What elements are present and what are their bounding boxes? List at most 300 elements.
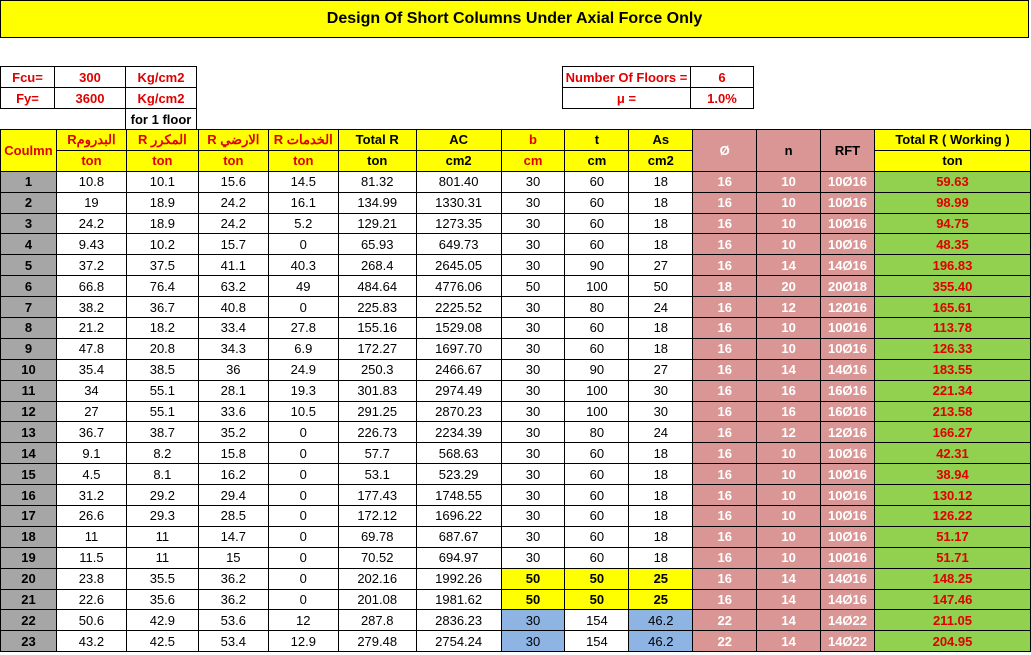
cell-total-r[interactable]: 177.43 [338, 485, 416, 506]
cell-r-repeated[interactable]: 10.1 [126, 171, 198, 192]
cell-column-no[interactable]: 17 [1, 506, 57, 527]
cell-n[interactable]: 16 [757, 380, 821, 401]
cell-t[interactable]: 60 [565, 171, 629, 192]
cell-r-repeated[interactable]: 38.5 [126, 359, 198, 380]
cell-total-r[interactable]: 225.83 [338, 297, 416, 318]
cell-total-r[interactable]: 70.52 [338, 547, 416, 568]
cell-t[interactable]: 60 [565, 234, 629, 255]
cell-ac[interactable]: 2870.23 [416, 401, 501, 422]
cell-phi[interactable]: 18 [693, 276, 757, 297]
cell-r-services[interactable]: 0 [268, 568, 338, 589]
cell-total-working[interactable]: 94.75 [874, 213, 1030, 234]
cell-total-r[interactable]: 129.21 [338, 213, 416, 234]
cell-r-ground[interactable]: 36.2 [198, 589, 268, 610]
mu-value[interactable]: 1.0% [690, 87, 754, 109]
cell-ac[interactable]: 801.40 [416, 171, 501, 192]
cell-total-r[interactable]: 291.25 [338, 401, 416, 422]
cell-as[interactable]: 18 [629, 506, 693, 527]
cell-r-basement[interactable]: 11 [56, 526, 126, 547]
cell-total-r[interactable]: 202.16 [338, 568, 416, 589]
cell-r-ground[interactable]: 53.4 [198, 631, 268, 652]
cell-r-repeated[interactable]: 35.5 [126, 568, 198, 589]
cell-r-services[interactable]: 5.2 [268, 213, 338, 234]
cell-column-no[interactable]: 5 [1, 255, 57, 276]
cell-column-no[interactable]: 6 [1, 276, 57, 297]
cell-total-working[interactable]: 113.78 [874, 318, 1030, 339]
cell-n[interactable]: 20 [757, 276, 821, 297]
cell-as[interactable]: 18 [629, 318, 693, 339]
cell-r-ground[interactable]: 33.4 [198, 318, 268, 339]
cell-r-ground[interactable]: 15.6 [198, 171, 268, 192]
cell-ac[interactable]: 1696.22 [416, 506, 501, 527]
cell-rft[interactable]: 10Ø16 [821, 443, 875, 464]
cell-ac[interactable]: 694.97 [416, 547, 501, 568]
cell-r-repeated[interactable]: 20.8 [126, 338, 198, 359]
cell-r-services[interactable]: 6.9 [268, 338, 338, 359]
cell-r-ground[interactable]: 53.6 [198, 610, 268, 631]
cell-r-services[interactable]: 0 [268, 422, 338, 443]
cell-b[interactable]: 30 [501, 318, 565, 339]
cell-total-working[interactable]: 221.34 [874, 380, 1030, 401]
cell-as[interactable]: 24 [629, 297, 693, 318]
cell-as[interactable]: 18 [629, 213, 693, 234]
cell-ac[interactable]: 2225.52 [416, 297, 501, 318]
cell-t[interactable]: 100 [565, 276, 629, 297]
cell-total-r[interactable]: 172.27 [338, 338, 416, 359]
cell-n[interactable]: 10 [757, 547, 821, 568]
cell-as[interactable]: 18 [629, 171, 693, 192]
cell-r-repeated[interactable]: 35.6 [126, 589, 198, 610]
cell-phi[interactable]: 16 [693, 297, 757, 318]
cell-t[interactable]: 60 [565, 338, 629, 359]
cell-column-no[interactable]: 21 [1, 589, 57, 610]
cell-total-r[interactable]: 201.08 [338, 589, 416, 610]
cell-r-basement[interactable]: 21.2 [56, 318, 126, 339]
cell-column-no[interactable]: 16 [1, 485, 57, 506]
cell-as[interactable]: 30 [629, 401, 693, 422]
cell-r-services[interactable]: 40.3 [268, 255, 338, 276]
cell-r-services[interactable]: 12.9 [268, 631, 338, 652]
cell-rft[interactable]: 10Ø16 [821, 547, 875, 568]
cell-total-working[interactable]: 126.22 [874, 506, 1030, 527]
cell-n[interactable]: 16 [757, 401, 821, 422]
cell-r-basement[interactable]: 50.6 [56, 610, 126, 631]
cell-b[interactable]: 30 [501, 359, 565, 380]
cell-r-repeated[interactable]: 10.2 [126, 234, 198, 255]
cell-rft[interactable]: 14Ø16 [821, 568, 875, 589]
cell-total-r[interactable]: 81.32 [338, 171, 416, 192]
cell-rft[interactable]: 14Ø22 [821, 610, 875, 631]
cell-ac[interactable]: 2466.67 [416, 359, 501, 380]
cell-b[interactable]: 50 [501, 568, 565, 589]
cell-as[interactable]: 18 [629, 547, 693, 568]
cell-column-no[interactable]: 18 [1, 526, 57, 547]
cell-r-repeated[interactable]: 29.3 [126, 506, 198, 527]
cell-r-repeated[interactable]: 55.1 [126, 380, 198, 401]
cell-r-repeated[interactable]: 18.9 [126, 192, 198, 213]
cell-rft[interactable]: 10Ø16 [821, 171, 875, 192]
cell-phi[interactable]: 16 [693, 401, 757, 422]
cell-t[interactable]: 90 [565, 359, 629, 380]
cell-r-ground[interactable]: 41.1 [198, 255, 268, 276]
cell-total-working[interactable]: 51.71 [874, 547, 1030, 568]
cell-r-repeated[interactable]: 42.9 [126, 610, 198, 631]
cell-r-basement[interactable]: 24.2 [56, 213, 126, 234]
cell-as[interactable]: 18 [629, 192, 693, 213]
cell-as[interactable]: 46.2 [629, 631, 693, 652]
cell-r-repeated[interactable]: 11 [126, 547, 198, 568]
cell-column-no[interactable]: 3 [1, 213, 57, 234]
cell-rft[interactable]: 20Ø18 [821, 276, 875, 297]
cell-total-working[interactable]: 211.05 [874, 610, 1030, 631]
cell-rft[interactable]: 16Ø16 [821, 380, 875, 401]
cell-total-r[interactable]: 69.78 [338, 526, 416, 547]
cell-column-no[interactable]: 14 [1, 443, 57, 464]
cell-as[interactable]: 18 [629, 485, 693, 506]
cell-rft[interactable]: 10Ø16 [821, 485, 875, 506]
cell-r-services[interactable]: 0 [268, 464, 338, 485]
cell-n[interactable]: 14 [757, 568, 821, 589]
cell-column-no[interactable]: 7 [1, 297, 57, 318]
cell-r-services[interactable]: 0 [268, 297, 338, 318]
cell-r-repeated[interactable]: 29.2 [126, 485, 198, 506]
cell-phi[interactable]: 16 [693, 547, 757, 568]
cell-rft[interactable]: 14Ø16 [821, 589, 875, 610]
cell-as[interactable]: 18 [629, 338, 693, 359]
cell-column-no[interactable]: 22 [1, 610, 57, 631]
cell-total-working[interactable]: 196.83 [874, 255, 1030, 276]
cell-r-ground[interactable]: 36 [198, 359, 268, 380]
cell-t[interactable]: 60 [565, 192, 629, 213]
cell-r-basement[interactable]: 22.6 [56, 589, 126, 610]
cell-r-repeated[interactable]: 42.5 [126, 631, 198, 652]
cell-r-ground[interactable]: 36.2 [198, 568, 268, 589]
cell-t[interactable]: 50 [565, 568, 629, 589]
cell-r-repeated[interactable]: 36.7 [126, 297, 198, 318]
cell-r-basement[interactable]: 36.7 [56, 422, 126, 443]
cell-b[interactable]: 30 [501, 234, 565, 255]
cell-total-r[interactable]: 53.1 [338, 464, 416, 485]
cell-column-no[interactable]: 12 [1, 401, 57, 422]
cell-total-r[interactable]: 57.7 [338, 443, 416, 464]
cell-b[interactable]: 30 [501, 526, 565, 547]
cell-r-ground[interactable]: 24.2 [198, 192, 268, 213]
cell-column-no[interactable]: 23 [1, 631, 57, 652]
cell-r-basement[interactable]: 66.8 [56, 276, 126, 297]
cell-r-services[interactable]: 19.3 [268, 380, 338, 401]
cell-phi[interactable]: 16 [693, 192, 757, 213]
cell-r-services[interactable]: 10.5 [268, 401, 338, 422]
cell-as[interactable]: 25 [629, 568, 693, 589]
cell-phi[interactable]: 16 [693, 234, 757, 255]
cell-total-r[interactable]: 250.3 [338, 359, 416, 380]
cell-r-repeated[interactable]: 37.5 [126, 255, 198, 276]
cell-phi[interactable]: 16 [693, 338, 757, 359]
cell-total-working[interactable]: 183.55 [874, 359, 1030, 380]
cell-r-repeated[interactable]: 76.4 [126, 276, 198, 297]
cell-t[interactable]: 60 [565, 464, 629, 485]
cell-r-services[interactable]: 16.1 [268, 192, 338, 213]
cell-as[interactable]: 18 [629, 526, 693, 547]
cell-r-ground[interactable]: 35.2 [198, 422, 268, 443]
cell-phi[interactable]: 16 [693, 422, 757, 443]
cell-total-r[interactable]: 155.16 [338, 318, 416, 339]
cell-rft[interactable]: 10Ø16 [821, 234, 875, 255]
cell-r-services[interactable]: 24.9 [268, 359, 338, 380]
cell-phi[interactable]: 16 [693, 255, 757, 276]
cell-ac[interactable]: 2645.05 [416, 255, 501, 276]
cell-b[interactable]: 30 [501, 485, 565, 506]
cell-r-basement[interactable]: 10.8 [56, 171, 126, 192]
cell-t[interactable]: 60 [565, 506, 629, 527]
cell-t[interactable]: 60 [565, 213, 629, 234]
cell-n[interactable]: 12 [757, 422, 821, 443]
cell-phi[interactable]: 16 [693, 213, 757, 234]
cell-phi[interactable]: 16 [693, 171, 757, 192]
cell-r-repeated[interactable]: 8.2 [126, 443, 198, 464]
cell-r-services[interactable]: 0 [268, 506, 338, 527]
cell-rft[interactable]: 10Ø16 [821, 464, 875, 485]
cell-rft[interactable]: 10Ø16 [821, 506, 875, 527]
cell-phi[interactable]: 16 [693, 318, 757, 339]
cell-t[interactable]: 100 [565, 380, 629, 401]
cell-r-repeated[interactable]: 55.1 [126, 401, 198, 422]
cell-r-services[interactable]: 49 [268, 276, 338, 297]
cell-r-ground[interactable]: 34.3 [198, 338, 268, 359]
cell-b[interactable]: 30 [501, 338, 565, 359]
cell-t[interactable]: 154 [565, 610, 629, 631]
cell-ac[interactable]: 568.63 [416, 443, 501, 464]
cell-rft[interactable]: 10Ø16 [821, 318, 875, 339]
cell-b[interactable]: 30 [501, 255, 565, 276]
cell-ac[interactable]: 1981.62 [416, 589, 501, 610]
cell-n[interactable]: 10 [757, 192, 821, 213]
cell-r-ground[interactable]: 15.8 [198, 443, 268, 464]
cell-n[interactable]: 14 [757, 255, 821, 276]
cell-total-working[interactable]: 166.27 [874, 422, 1030, 443]
cell-rft[interactable]: 10Ø16 [821, 192, 875, 213]
cell-phi[interactable]: 16 [693, 443, 757, 464]
cell-total-working[interactable]: 204.95 [874, 631, 1030, 652]
cell-t[interactable]: 154 [565, 631, 629, 652]
fcu-value[interactable]: 300 [54, 66, 126, 88]
cell-ac[interactable]: 687.67 [416, 526, 501, 547]
cell-r-repeated[interactable]: 38.7 [126, 422, 198, 443]
cell-b[interactable]: 30 [501, 297, 565, 318]
cell-total-working[interactable]: 147.46 [874, 589, 1030, 610]
cell-b[interactable]: 30 [501, 464, 565, 485]
cell-rft[interactable]: 14Ø16 [821, 255, 875, 276]
cell-ac[interactable]: 1330.31 [416, 192, 501, 213]
cell-rft[interactable]: 16Ø16 [821, 401, 875, 422]
cell-total-r[interactable]: 226.73 [338, 422, 416, 443]
cell-t[interactable]: 60 [565, 526, 629, 547]
cell-column-no[interactable]: 11 [1, 380, 57, 401]
cell-ac[interactable]: 2234.39 [416, 422, 501, 443]
cell-r-services[interactable]: 0 [268, 485, 338, 506]
cell-r-services[interactable]: 0 [268, 526, 338, 547]
cell-column-no[interactable]: 1 [1, 171, 57, 192]
cell-rft[interactable]: 14Ø16 [821, 359, 875, 380]
cell-as[interactable]: 27 [629, 359, 693, 380]
cell-ac[interactable]: 1273.35 [416, 213, 501, 234]
cell-r-basement[interactable]: 23.8 [56, 568, 126, 589]
cell-n[interactable]: 10 [757, 171, 821, 192]
cell-ac[interactable]: 1992.26 [416, 568, 501, 589]
cell-phi[interactable]: 22 [693, 610, 757, 631]
cell-b[interactable]: 50 [501, 589, 565, 610]
cell-as[interactable]: 18 [629, 443, 693, 464]
cell-column-no[interactable]: 13 [1, 422, 57, 443]
cell-as[interactable]: 18 [629, 464, 693, 485]
cell-as[interactable]: 27 [629, 255, 693, 276]
cell-as[interactable]: 25 [629, 589, 693, 610]
cell-r-repeated[interactable]: 18.2 [126, 318, 198, 339]
cell-n[interactable]: 10 [757, 213, 821, 234]
cell-r-ground[interactable]: 24.2 [198, 213, 268, 234]
cell-ac[interactable]: 2836.23 [416, 610, 501, 631]
cell-ac[interactable]: 1748.55 [416, 485, 501, 506]
cell-r-ground[interactable]: 15.7 [198, 234, 268, 255]
cell-total-r[interactable]: 134.99 [338, 192, 416, 213]
fy-value[interactable]: 3600 [54, 87, 126, 109]
cell-r-services[interactable]: 14.5 [268, 171, 338, 192]
cell-column-no[interactable]: 9 [1, 338, 57, 359]
cell-b[interactable]: 50 [501, 276, 565, 297]
cell-phi[interactable]: 16 [693, 526, 757, 547]
cell-total-working[interactable]: 98.99 [874, 192, 1030, 213]
cell-total-working[interactable]: 42.31 [874, 443, 1030, 464]
cell-t[interactable]: 90 [565, 255, 629, 276]
cell-total-working[interactable]: 355.40 [874, 276, 1030, 297]
cell-total-working[interactable]: 126.33 [874, 338, 1030, 359]
cell-ac[interactable]: 1697.70 [416, 338, 501, 359]
cell-column-no[interactable]: 19 [1, 547, 57, 568]
cell-r-repeated[interactable]: 18.9 [126, 213, 198, 234]
cell-n[interactable]: 10 [757, 338, 821, 359]
cell-total-r[interactable]: 268.4 [338, 255, 416, 276]
cell-r-ground[interactable]: 28.1 [198, 380, 268, 401]
cell-total-r[interactable]: 172.12 [338, 506, 416, 527]
cell-ac[interactable]: 2974.49 [416, 380, 501, 401]
cell-n[interactable]: 10 [757, 318, 821, 339]
cell-total-r[interactable]: 279.48 [338, 631, 416, 652]
cell-phi[interactable]: 16 [693, 359, 757, 380]
cell-r-basement[interactable]: 37.2 [56, 255, 126, 276]
cell-n[interactable]: 10 [757, 464, 821, 485]
cell-r-services[interactable]: 0 [268, 547, 338, 568]
cell-b[interactable]: 30 [501, 547, 565, 568]
cell-phi[interactable]: 16 [693, 380, 757, 401]
cell-n[interactable]: 14 [757, 589, 821, 610]
cell-phi[interactable]: 16 [693, 568, 757, 589]
cell-n[interactable]: 10 [757, 485, 821, 506]
cell-r-basement[interactable]: 27 [56, 401, 126, 422]
cell-b[interactable]: 30 [501, 192, 565, 213]
cell-r-ground[interactable]: 14.7 [198, 526, 268, 547]
cell-phi[interactable]: 16 [693, 485, 757, 506]
cell-rft[interactable]: 12Ø16 [821, 297, 875, 318]
cell-ac[interactable]: 2754.24 [416, 631, 501, 652]
cell-b[interactable]: 30 [501, 631, 565, 652]
cell-column-no[interactable]: 10 [1, 359, 57, 380]
cell-column-no[interactable]: 4 [1, 234, 57, 255]
floors-value[interactable]: 6 [690, 66, 754, 88]
cell-total-r[interactable]: 484.64 [338, 276, 416, 297]
cell-n[interactable]: 10 [757, 443, 821, 464]
cell-t[interactable]: 50 [565, 589, 629, 610]
cell-r-ground[interactable]: 40.8 [198, 297, 268, 318]
cell-n[interactable]: 10 [757, 526, 821, 547]
cell-r-repeated[interactable]: 8.1 [126, 464, 198, 485]
cell-total-working[interactable]: 148.25 [874, 568, 1030, 589]
cell-r-services[interactable]: 12 [268, 610, 338, 631]
cell-r-ground[interactable]: 29.4 [198, 485, 268, 506]
cell-total-working[interactable]: 51.17 [874, 526, 1030, 547]
cell-b[interactable]: 30 [501, 213, 565, 234]
cell-r-basement[interactable]: 34 [56, 380, 126, 401]
cell-t[interactable]: 60 [565, 485, 629, 506]
cell-total-r[interactable]: 287.8 [338, 610, 416, 631]
cell-r-services[interactable]: 0 [268, 443, 338, 464]
cell-r-repeated[interactable]: 11 [126, 526, 198, 547]
cell-r-ground[interactable]: 33.6 [198, 401, 268, 422]
cell-t[interactable]: 80 [565, 422, 629, 443]
cell-phi[interactable]: 16 [693, 506, 757, 527]
cell-total-working[interactable]: 165.61 [874, 297, 1030, 318]
cell-total-working[interactable]: 213.58 [874, 401, 1030, 422]
cell-r-ground[interactable]: 16.2 [198, 464, 268, 485]
cell-r-basement[interactable]: 43.2 [56, 631, 126, 652]
cell-ac[interactable]: 4776.06 [416, 276, 501, 297]
cell-phi[interactable]: 16 [693, 464, 757, 485]
cell-total-working[interactable]: 130.12 [874, 485, 1030, 506]
cell-rft[interactable]: 14Ø22 [821, 631, 875, 652]
cell-r-basement[interactable]: 19 [56, 192, 126, 213]
cell-r-basement[interactable]: 11.5 [56, 547, 126, 568]
cell-t[interactable]: 60 [565, 443, 629, 464]
cell-total-working[interactable]: 38.94 [874, 464, 1030, 485]
cell-column-no[interactable]: 2 [1, 192, 57, 213]
cell-rft[interactable]: 10Ø16 [821, 338, 875, 359]
cell-r-services[interactable]: 0 [268, 589, 338, 610]
cell-phi[interactable]: 22 [693, 631, 757, 652]
cell-b[interactable]: 30 [501, 380, 565, 401]
cell-r-basement[interactable]: 9.1 [56, 443, 126, 464]
cell-r-basement[interactable]: 47.8 [56, 338, 126, 359]
cell-as[interactable]: 18 [629, 234, 693, 255]
cell-column-no[interactable]: 15 [1, 464, 57, 485]
cell-r-ground[interactable]: 15 [198, 547, 268, 568]
cell-column-no[interactable]: 20 [1, 568, 57, 589]
cell-rft[interactable]: 10Ø16 [821, 526, 875, 547]
cell-phi[interactable]: 16 [693, 589, 757, 610]
cell-r-services[interactable]: 27.8 [268, 318, 338, 339]
cell-rft[interactable]: 12Ø16 [821, 422, 875, 443]
cell-total-working[interactable]: 48.35 [874, 234, 1030, 255]
cell-r-basement[interactable]: 31.2 [56, 485, 126, 506]
cell-n[interactable]: 12 [757, 297, 821, 318]
cell-rft[interactable]: 10Ø16 [821, 213, 875, 234]
cell-t[interactable]: 60 [565, 547, 629, 568]
cell-r-basement[interactable]: 38.2 [56, 297, 126, 318]
cell-ac[interactable]: 523.29 [416, 464, 501, 485]
cell-t[interactable]: 100 [565, 401, 629, 422]
cell-as[interactable]: 46.2 [629, 610, 693, 631]
cell-b[interactable]: 30 [501, 171, 565, 192]
cell-as[interactable]: 24 [629, 422, 693, 443]
cell-r-basement[interactable]: 4.5 [56, 464, 126, 485]
